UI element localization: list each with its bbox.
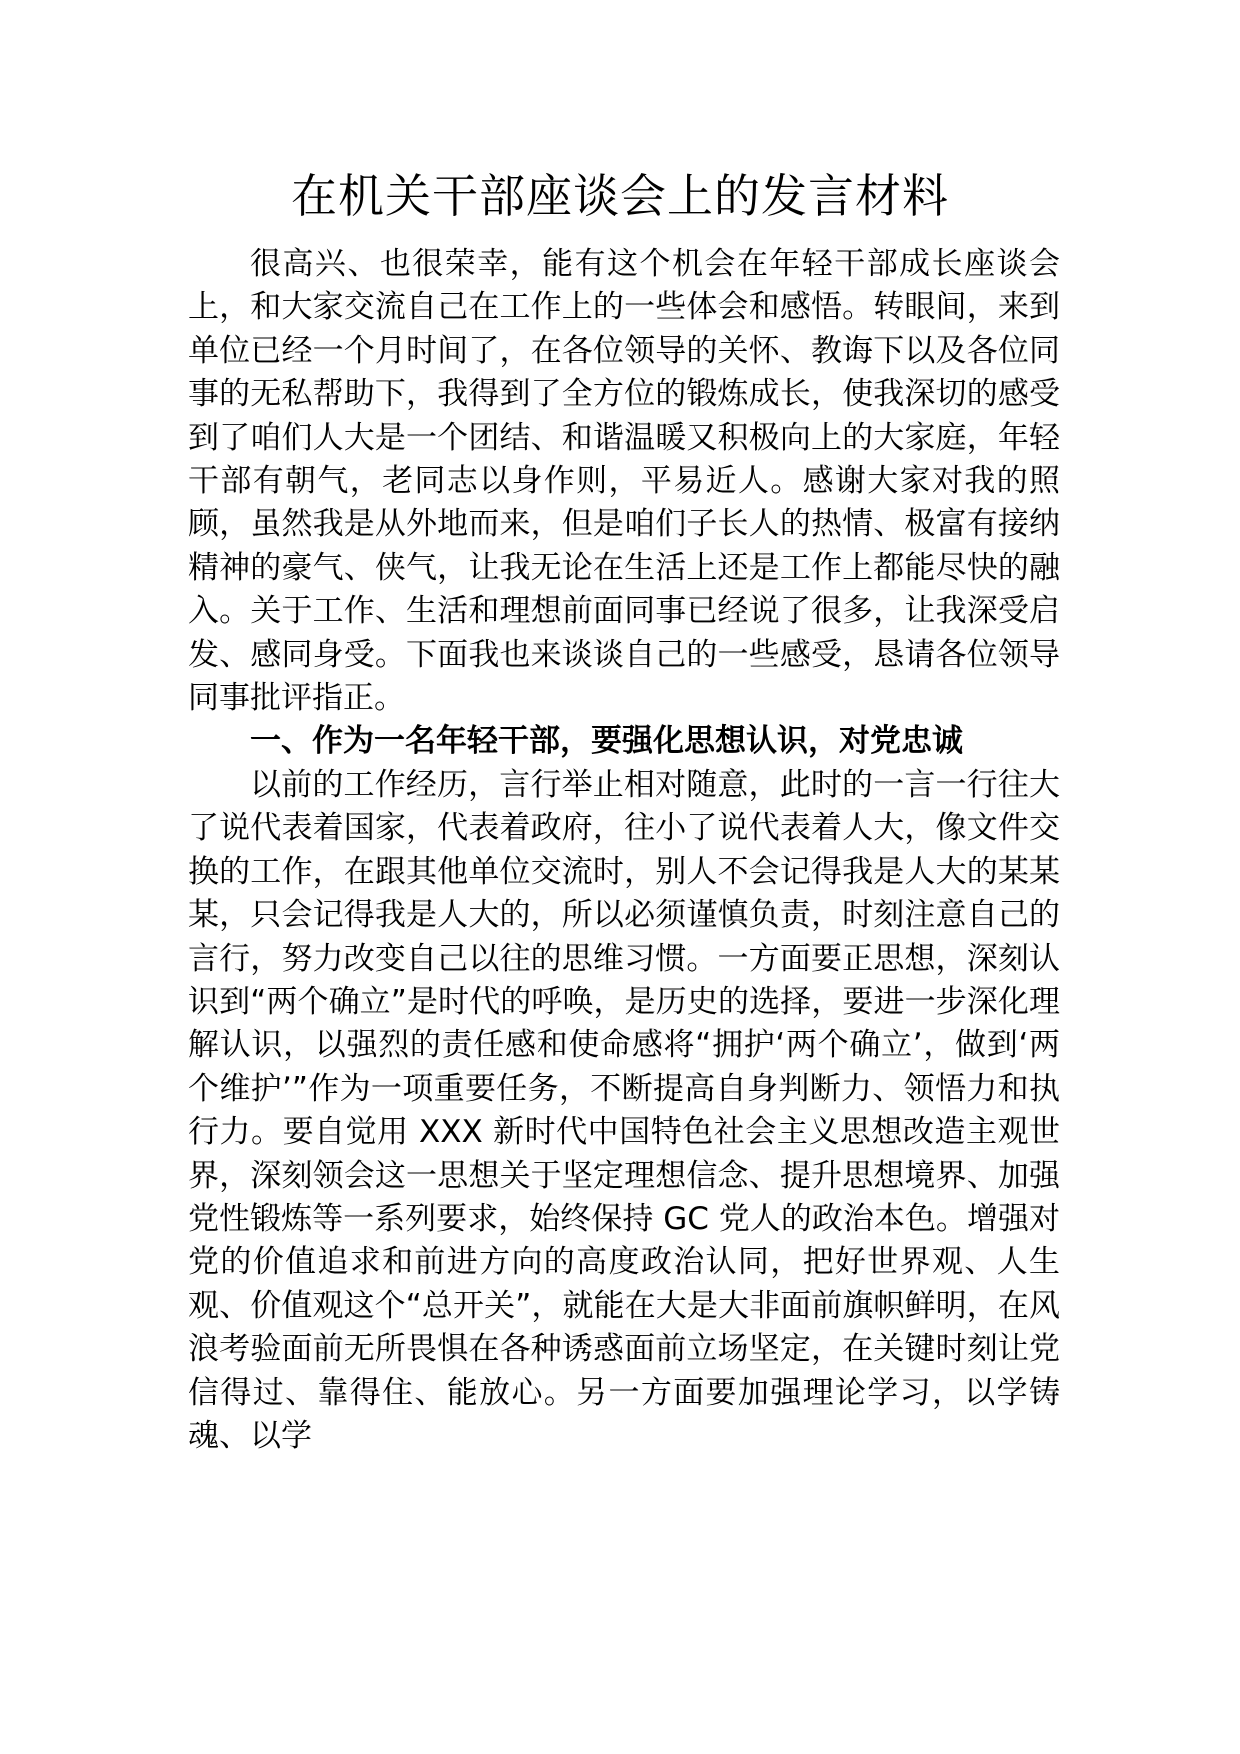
- section-heading-1: 一、作为一名年轻干部，要强化思想认识，对党忠诚: [250, 723, 963, 760]
- intro-paragraph: 很高兴、也很荣幸，能有这个机会在年轻干部成长座谈会上，和大家交流自己在工作上的一些体会和感悟。转眼间，来到单位已经一个月时间了，在各位领导的关怀、教诲下以及各位同事的无私帮助下，我得到了全方位的锻炼成长，使我深切的感受到了咱们人大是一个团结、和谐温暖又积极向上的大家庭，年轻干部有朝气，老同志以身作则，平易近人。感谢大家对我的照顾，虽然我是从外地而来，但是咱们子长人的热情、极富有接纳精神的豪气、侠气，让我无论在生活上还是工作上都能尽快的融入。关于工作、生活和理想前面同事已经说了很多，让我深受启发、感同身受。下面我也来谈谈自己的一些感受，恳请各位领导同事批评指正。: [188, 246, 1060, 717]
- document-title: 在机关干部座谈会上的发言材料: [291, 169, 949, 223]
- section-1-paragraph: 以前的工作经历，言行举止相对随意，此时的一言一行往大了说代表着国家，代表着政府，往小了说代表着人大，像文件交换的工作，在跟其他单位交流时，别人不会记得我是人大的某某某，只会记得我是人大的，所以必须谨慎负责，时刻注意自己的言行，努力改变自己以往的思维习惯。一方面要正思想，深刻认识到“两个确立”是时代的呼唤，是历史的选择，要进一步深化理解认识，以强烈的责任感和使命感将“拥护‘两个确立’，做到‘两个维护’”作为一项重要任务，不断提高自身判断力、领悟力和执行力。要自觉用 XXX 新时代中国特色社会主义思想改造主观世界，深刻领会这一思想关于坚定理想信念、提升思想境界、加强党性锻炼等一系列要求，始终保持 GC 党人的政治本色。增强对党的价值追求和前进方向的高度政治认同，把好世界观、人生观、价值观这个“总开关”，就能在大是大非面前旗帜鲜明，在风浪考验面前无所畏惧在各种诱惑面前立场坚定，在关键时刻让党信得过、靠得住、能放心。另一方面要加强理论学习，以学铸魂、以学: [188, 766, 1060, 1454]
- document-body: [188, 243, 1060, 1458]
